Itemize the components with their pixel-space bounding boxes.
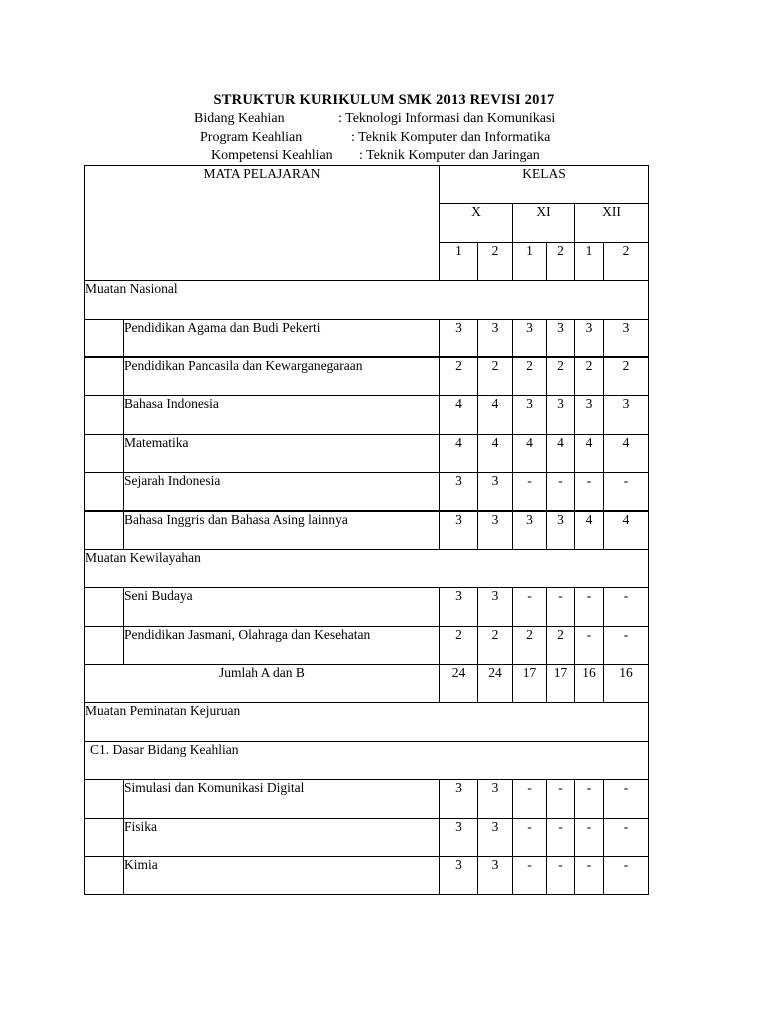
meta-value: : Teknologi Informasi dan Komunikasi xyxy=(338,111,556,126)
hours-cell: 4 xyxy=(478,396,513,434)
hours-cell: 3 xyxy=(440,857,478,895)
header-kelas: KELAS xyxy=(440,166,649,204)
hours-cell: 3 xyxy=(440,818,478,856)
table-row xyxy=(85,357,649,395)
hours-cell: 3 xyxy=(478,319,513,357)
meta-label: Bidang Keahian xyxy=(194,111,285,126)
hours-cell: 4 xyxy=(604,434,649,472)
header-semester: 1 xyxy=(513,242,547,280)
subject-cell: Simulasi dan Komunikasi Digital xyxy=(124,780,440,818)
hours-cell: - xyxy=(604,780,649,818)
meta-label: Program Keahlian xyxy=(200,130,303,145)
hours-cell: - xyxy=(513,818,547,856)
hours-cell: 3 xyxy=(440,588,478,626)
group-muatan-nasional: Muatan Nasional xyxy=(85,281,649,319)
curriculum-table xyxy=(84,165,649,895)
table-row xyxy=(85,857,649,895)
number-cell xyxy=(85,588,124,626)
subject-cell: Sejarah Indonesia xyxy=(124,473,440,511)
subject-cell: Pendidikan Pancasila dan Kewarganegaraan xyxy=(124,357,440,395)
hours-cell: 2 xyxy=(575,357,604,395)
header-semester: 2 xyxy=(604,242,649,280)
hours-cell: - xyxy=(513,857,547,895)
hours-cell: 3 xyxy=(547,511,575,549)
hours-cell: - xyxy=(575,473,604,511)
hours-cell: 3 xyxy=(478,511,513,549)
total-cell: 24 xyxy=(440,665,478,703)
hours-cell: 3 xyxy=(440,473,478,511)
hours-cell: 3 xyxy=(478,780,513,818)
header-semester: 1 xyxy=(575,242,604,280)
group-muatan-kewilayahan: Muatan Kewilayahan xyxy=(85,549,649,587)
hours-cell: 4 xyxy=(547,434,575,472)
total-cell: 16 xyxy=(575,665,604,703)
hours-cell: 2 xyxy=(513,357,547,395)
hours-cell: - xyxy=(575,857,604,895)
hours-cell: - xyxy=(547,588,575,626)
hours-cell: 2 xyxy=(440,626,478,664)
hours-cell: 4 xyxy=(604,511,649,549)
subject-cell: Matematika xyxy=(124,434,440,472)
table-row xyxy=(85,780,649,818)
hours-cell: - xyxy=(513,473,547,511)
number-cell xyxy=(85,626,124,664)
hours-cell: - xyxy=(604,588,649,626)
table-row xyxy=(85,588,649,626)
hours-cell: 4 xyxy=(478,434,513,472)
hours-cell: 3 xyxy=(440,319,478,357)
table-row xyxy=(85,473,649,511)
hours-cell: 3 xyxy=(513,511,547,549)
hours-cell: - xyxy=(575,780,604,818)
hours-cell: - xyxy=(604,626,649,664)
hours-cell: 2 xyxy=(513,626,547,664)
hours-cell: 3 xyxy=(478,473,513,511)
hours-cell: - xyxy=(575,626,604,664)
hours-cell: 3 xyxy=(440,780,478,818)
hours-cell: - xyxy=(513,780,547,818)
number-cell xyxy=(85,857,124,895)
total-cell: 17 xyxy=(547,665,575,703)
hours-cell: 2 xyxy=(547,626,575,664)
number-cell xyxy=(85,780,124,818)
hours-cell: 3 xyxy=(513,396,547,434)
hours-cell: 3 xyxy=(547,396,575,434)
header-semester: 2 xyxy=(478,242,513,280)
number-cell xyxy=(85,319,124,357)
number-cell xyxy=(85,396,124,434)
hours-cell: 2 xyxy=(547,357,575,395)
number-cell xyxy=(85,511,124,549)
meta-value: : Teknik Komputer dan Jaringan xyxy=(359,148,540,163)
number-cell xyxy=(85,434,124,472)
hours-cell: 2 xyxy=(440,357,478,395)
hours-cell: 3 xyxy=(547,319,575,357)
hours-cell: 3 xyxy=(440,511,478,549)
hours-cell: - xyxy=(604,857,649,895)
group-row xyxy=(85,703,649,741)
number-cell xyxy=(85,357,124,395)
meta-label: Kompetensi Keahlian xyxy=(211,148,333,163)
hours-cell: 2 xyxy=(478,357,513,395)
subject-cell: Pendidikan Jasmani, Olahraga dan Kesehatan xyxy=(124,626,440,664)
hours-cell: - xyxy=(604,473,649,511)
hours-cell: 3 xyxy=(604,396,649,434)
table-row xyxy=(85,319,649,357)
total-cell: 17 xyxy=(513,665,547,703)
hours-cell: - xyxy=(547,818,575,856)
hours-cell: 3 xyxy=(575,319,604,357)
table-row xyxy=(85,434,649,472)
table-row xyxy=(85,818,649,856)
subject-cell: Bahasa Indonesia xyxy=(124,396,440,434)
table-row xyxy=(85,511,649,549)
hours-cell: - xyxy=(575,588,604,626)
hours-cell: 3 xyxy=(478,588,513,626)
hours-cell: - xyxy=(547,780,575,818)
hours-cell: - xyxy=(513,588,547,626)
hours-cell: 3 xyxy=(478,857,513,895)
hours-cell: - xyxy=(604,818,649,856)
header-grade-x: X xyxy=(440,204,513,242)
hours-cell: 4 xyxy=(440,396,478,434)
subject-cell: Pendidikan Agama dan Budi Pekerti xyxy=(124,319,440,357)
total-row xyxy=(85,665,649,703)
total-cell: 16 xyxy=(604,665,649,703)
header-semester: 2 xyxy=(547,242,575,280)
group-row xyxy=(85,549,649,587)
header-row-kelas xyxy=(85,166,649,204)
hours-cell: 3 xyxy=(513,319,547,357)
group-row xyxy=(85,741,649,779)
group-row xyxy=(85,281,649,319)
table-row xyxy=(85,626,649,664)
table-row xyxy=(85,396,649,434)
meta-value: : Teknik Komputer dan Informatika xyxy=(351,130,551,145)
header-mata-pelajaran: MATA PELAJARAN xyxy=(85,166,440,281)
header-grade-xii: XII xyxy=(575,204,649,242)
hours-cell: 4 xyxy=(440,434,478,472)
subject-cell: Bahasa Inggris dan Bahasa Asing lainnya xyxy=(124,511,440,549)
hours-cell: 4 xyxy=(575,434,604,472)
number-cell xyxy=(85,818,124,856)
hours-cell: 4 xyxy=(513,434,547,472)
hours-cell: 4 xyxy=(575,511,604,549)
hours-cell: - xyxy=(575,818,604,856)
subject-cell: Kimia xyxy=(124,857,440,895)
hours-cell: 2 xyxy=(478,626,513,664)
group-c1-dasar-bidang: C1. Dasar Bidang Keahlian xyxy=(85,741,649,779)
hours-cell: 3 xyxy=(575,396,604,434)
total-cell: 24 xyxy=(478,665,513,703)
group-muatan-peminatan: Muatan Peminatan Kejuruan xyxy=(85,703,649,741)
header-semester: 1 xyxy=(440,242,478,280)
document-title: STRUKTUR KURIKULUM SMK 2013 REVISI 2017 xyxy=(213,92,555,108)
hours-cell: - xyxy=(547,473,575,511)
header-grade-xi: XI xyxy=(513,204,575,242)
hours-cell: 2 xyxy=(604,357,649,395)
subject-cell: Seni Budaya xyxy=(124,588,440,626)
total-label: Jumlah A dan B xyxy=(85,665,440,703)
hours-cell: 3 xyxy=(478,818,513,856)
subject-cell: Fisika xyxy=(124,818,440,856)
hours-cell: - xyxy=(547,857,575,895)
hours-cell: 3 xyxy=(604,319,649,357)
number-cell xyxy=(85,473,124,511)
